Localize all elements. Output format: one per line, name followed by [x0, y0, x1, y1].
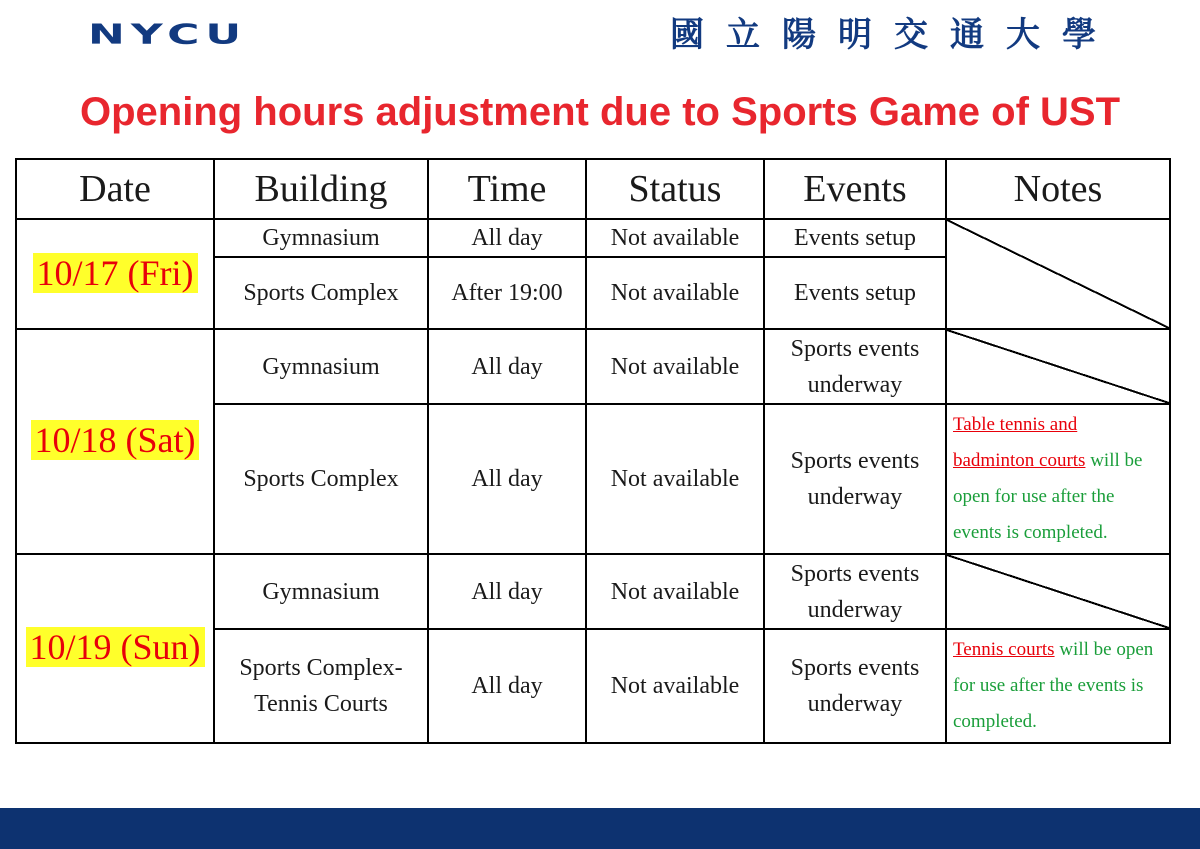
- events-line: underway: [807, 596, 903, 623]
- events-line: Sports events: [790, 560, 920, 587]
- header-notes: Notes: [946, 159, 1170, 219]
- building-cell: Gymnasium: [214, 329, 428, 404]
- time-cell: All day: [428, 329, 586, 404]
- building-line: Tennis Courts: [254, 691, 388, 717]
- events-line: Sports events: [790, 655, 920, 681]
- building-cell: Sports Complex: [214, 257, 428, 329]
- status-cell: Not available: [586, 257, 764, 329]
- time-cell: All day: [428, 219, 586, 257]
- table-row: [16, 554, 1170, 629]
- date-label: 10/17 (Fri): [33, 253, 198, 293]
- status-cell: Not available: [586, 404, 764, 554]
- notes-cell-empty: [946, 329, 1170, 404]
- date-cell: [16, 554, 214, 743]
- building-cell: Sports Complex: [214, 404, 428, 554]
- time-cell: All day: [428, 404, 586, 554]
- notes-cell-empty: [946, 219, 1170, 329]
- building-cell: Gymnasium: [214, 219, 428, 257]
- events-cell: [764, 404, 946, 554]
- table-row: [16, 219, 1170, 257]
- note-text: will be open for use after the events is completed.: [953, 450, 1143, 543]
- status-cell: Not available: [586, 629, 764, 743]
- schedule-table: [15, 158, 1171, 744]
- events-cell: [764, 629, 946, 743]
- nycu-logo: NYCU: [88, 18, 248, 51]
- header-time: Time: [428, 159, 586, 219]
- note-text: will be open for use after the events is completed.: [953, 639, 1154, 732]
- note-facility: Table tennis and badminton courts: [953, 414, 1086, 471]
- status-cell: Not available: [586, 219, 764, 257]
- events-line: underway: [807, 484, 903, 510]
- building-cell: [214, 629, 428, 743]
- time-cell: After 19:00: [428, 257, 586, 329]
- date-cell: [16, 329, 214, 554]
- events-line: Sports events: [790, 448, 920, 474]
- logo-header: [88, 15, 1118, 55]
- header-events: Events: [764, 159, 946, 219]
- header-date: Date: [16, 159, 214, 219]
- notes-cell: [946, 404, 1170, 554]
- note-facility: Tennis courts: [953, 639, 1055, 660]
- date-label: 10/19 (Sun): [26, 627, 205, 667]
- notes-cell: [946, 629, 1170, 743]
- events-line: underway: [807, 371, 903, 398]
- university-name: 國立陽明交通大學: [670, 15, 1118, 55]
- table-header-row: [16, 159, 1170, 219]
- events-cell: [764, 554, 946, 629]
- header-building: Building: [214, 159, 428, 219]
- time-cell: All day: [428, 629, 586, 743]
- events-cell: Events setup: [764, 257, 946, 329]
- header-status: Status: [586, 159, 764, 219]
- building-line: Sports Complex-: [239, 655, 403, 681]
- events-cell: Events setup: [764, 219, 946, 257]
- status-cell: Not available: [586, 554, 764, 629]
- building-cell: Gymnasium: [214, 554, 428, 629]
- table-row: [16, 329, 1170, 404]
- status-cell: Not available: [586, 329, 764, 404]
- time-cell: All day: [428, 554, 586, 629]
- footer-bar: [0, 808, 1200, 849]
- events-line: underway: [807, 691, 903, 717]
- date-label: 10/18 (Sat): [31, 420, 200, 460]
- page-title: Opening hours adjustment due to Sports Game of UST: [79, 90, 1121, 134]
- events-cell: [764, 329, 946, 404]
- events-line: Sports events: [790, 335, 920, 362]
- date-cell: [16, 219, 214, 329]
- notes-cell-empty: [946, 554, 1170, 629]
